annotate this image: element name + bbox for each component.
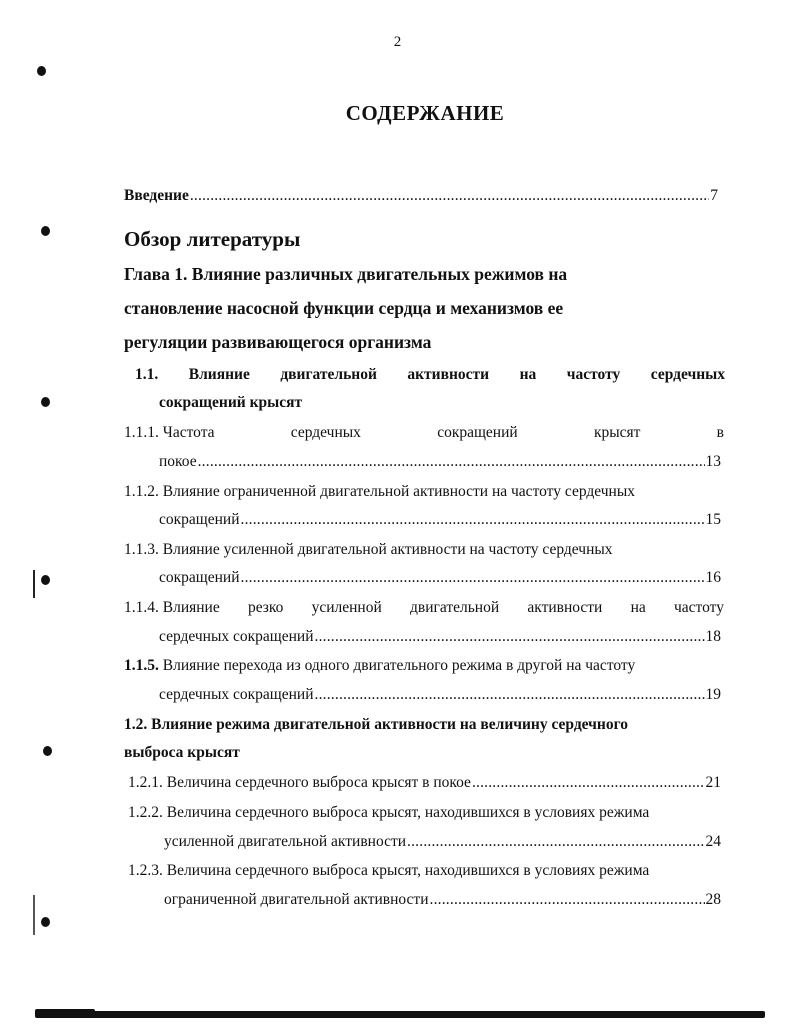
- chapter-heading-line: становление насосной функции сердца и механизмов ее: [124, 298, 564, 318]
- toc-entry-1-1-3[interactable]: 1.1.3. Влияние усиленной двигательной активности на частоту сердечных: [124, 541, 613, 558]
- chapter-heading-line: регуляции развивающегося организма: [124, 332, 432, 352]
- word: крысят: [593, 424, 641, 441]
- toc-label: ограниченной двигательной активности: [164, 891, 429, 908]
- toc-page: 16: [705, 569, 721, 586]
- binding-hole-mark: [43, 746, 52, 756]
- toc-page: 28: [705, 891, 721, 908]
- dot-leader: [407, 832, 704, 852]
- dot-leader: [430, 890, 705, 910]
- word: сокращений: [437, 424, 518, 441]
- word: активности: [527, 599, 603, 616]
- toc-label: Введение: [124, 187, 189, 204]
- page-number: 2: [393, 34, 402, 50]
- binding-hole-mark: [41, 397, 50, 407]
- toc-number: 1.1.5.: [124, 657, 159, 674]
- toc-entry-1-1[interactable]: [135, 365, 725, 385]
- binding-hole-mark: [37, 66, 46, 76]
- toc-entry-continuation: выброса крысят: [124, 744, 240, 761]
- toc-label: сокращений: [159, 569, 240, 586]
- toc-entry-1-2-3[interactable]: 1.2.3. Величина сердечного выброса крысят, находившихся в условиях режима: [128, 862, 650, 879]
- toc-page: 18: [705, 628, 721, 645]
- scan-margin-mark: [33, 570, 35, 598]
- dot-leader: [241, 568, 705, 588]
- word: 1.1.1. Частота: [124, 424, 215, 441]
- word: усиленной: [311, 599, 382, 616]
- toc-entry-intro[interactable]: [124, 186, 718, 206]
- toc-label: сердечных сокращений: [159, 628, 314, 645]
- chapter-heading-line: Глава 1. Влияние различных двигательных режимов на: [124, 264, 568, 284]
- toc-page: 15: [705, 511, 721, 528]
- toc-label: сердечных сокращений: [159, 686, 314, 703]
- dot-leader: [190, 186, 709, 206]
- page-title: СОДЕРЖАНИЕ: [345, 101, 505, 125]
- word: 1.1.: [135, 366, 159, 383]
- word: двигательной: [280, 366, 377, 383]
- scan-margin-mark: [33, 895, 35, 935]
- toc-page: 19: [705, 686, 721, 703]
- word: сердечных: [290, 424, 361, 441]
- dot-leader: [472, 773, 705, 793]
- toc-entry-continuation[interactable]: [164, 832, 721, 852]
- word: Влияние: [188, 366, 250, 383]
- dot-leader: [315, 685, 705, 705]
- toc-entry-1-2[interactable]: 1.2. Влияние режима двигательной активности на величину сердечного: [124, 716, 628, 733]
- binding-hole-mark: [41, 226, 50, 236]
- dot-leader: [241, 510, 705, 530]
- word: на: [630, 599, 646, 616]
- toc-entry-1-1-1[interactable]: [124, 423, 724, 443]
- dot-leader: [198, 452, 705, 472]
- toc-entry-continuation[interactable]: [159, 568, 721, 588]
- toc-entry-continuation[interactable]: [159, 685, 721, 705]
- toc-entry-continuation: сокращений крысят: [159, 394, 303, 411]
- scan-bottom-edge: [35, 1009, 95, 1014]
- word: на: [519, 366, 537, 383]
- word: сердечных: [650, 366, 725, 383]
- toc-entry-1-1-4[interactable]: [124, 598, 724, 618]
- word: 1.1.4. Влияние: [124, 599, 220, 616]
- binding-hole-mark: [41, 917, 50, 927]
- word: двигательной: [410, 599, 500, 616]
- section-heading: Обзор литературы: [124, 227, 301, 251]
- toc-entry-1-1-5[interactable]: [124, 656, 635, 676]
- toc-page: 21: [705, 774, 721, 791]
- toc-page: 13: [705, 453, 721, 470]
- word: частоту: [566, 366, 621, 383]
- word: в: [716, 424, 724, 441]
- toc-entry-1-2-2[interactable]: 1.2.2. Величина сердечного выброса крысят, находившихся в условиях режима: [128, 804, 650, 821]
- toc-label: сокращений: [159, 511, 240, 528]
- toc-label: Влияние перехода из одного двигательного режима в другой на частоту: [162, 657, 636, 674]
- toc-entry-continuation[interactable]: [159, 510, 721, 530]
- toc-page: 24: [705, 833, 721, 850]
- toc-entry-continuation[interactable]: [159, 627, 721, 647]
- dot-leader: [315, 627, 705, 647]
- word: частоту: [673, 599, 724, 616]
- toc-entry-1-2-1[interactable]: [128, 773, 721, 793]
- toc-entry-continuation[interactable]: [159, 452, 721, 472]
- binding-hole-mark: [41, 575, 50, 585]
- toc-label: покое: [159, 453, 197, 470]
- toc-entry-1-1-2[interactable]: 1.1.2. Влияние ограниченной двигательной активности на частоту сердечных: [124, 483, 636, 500]
- word: резко: [247, 599, 284, 616]
- toc-label: усиленной двигательной активности: [164, 833, 407, 850]
- toc-entry-continuation[interactable]: [164, 890, 721, 910]
- scan-bottom-edge: [35, 1011, 765, 1018]
- toc-label: 1.2.1. Величина сердечного выброса крысят в покое: [128, 774, 471, 791]
- toc-page: 7: [710, 187, 718, 204]
- word: активности: [407, 366, 490, 383]
